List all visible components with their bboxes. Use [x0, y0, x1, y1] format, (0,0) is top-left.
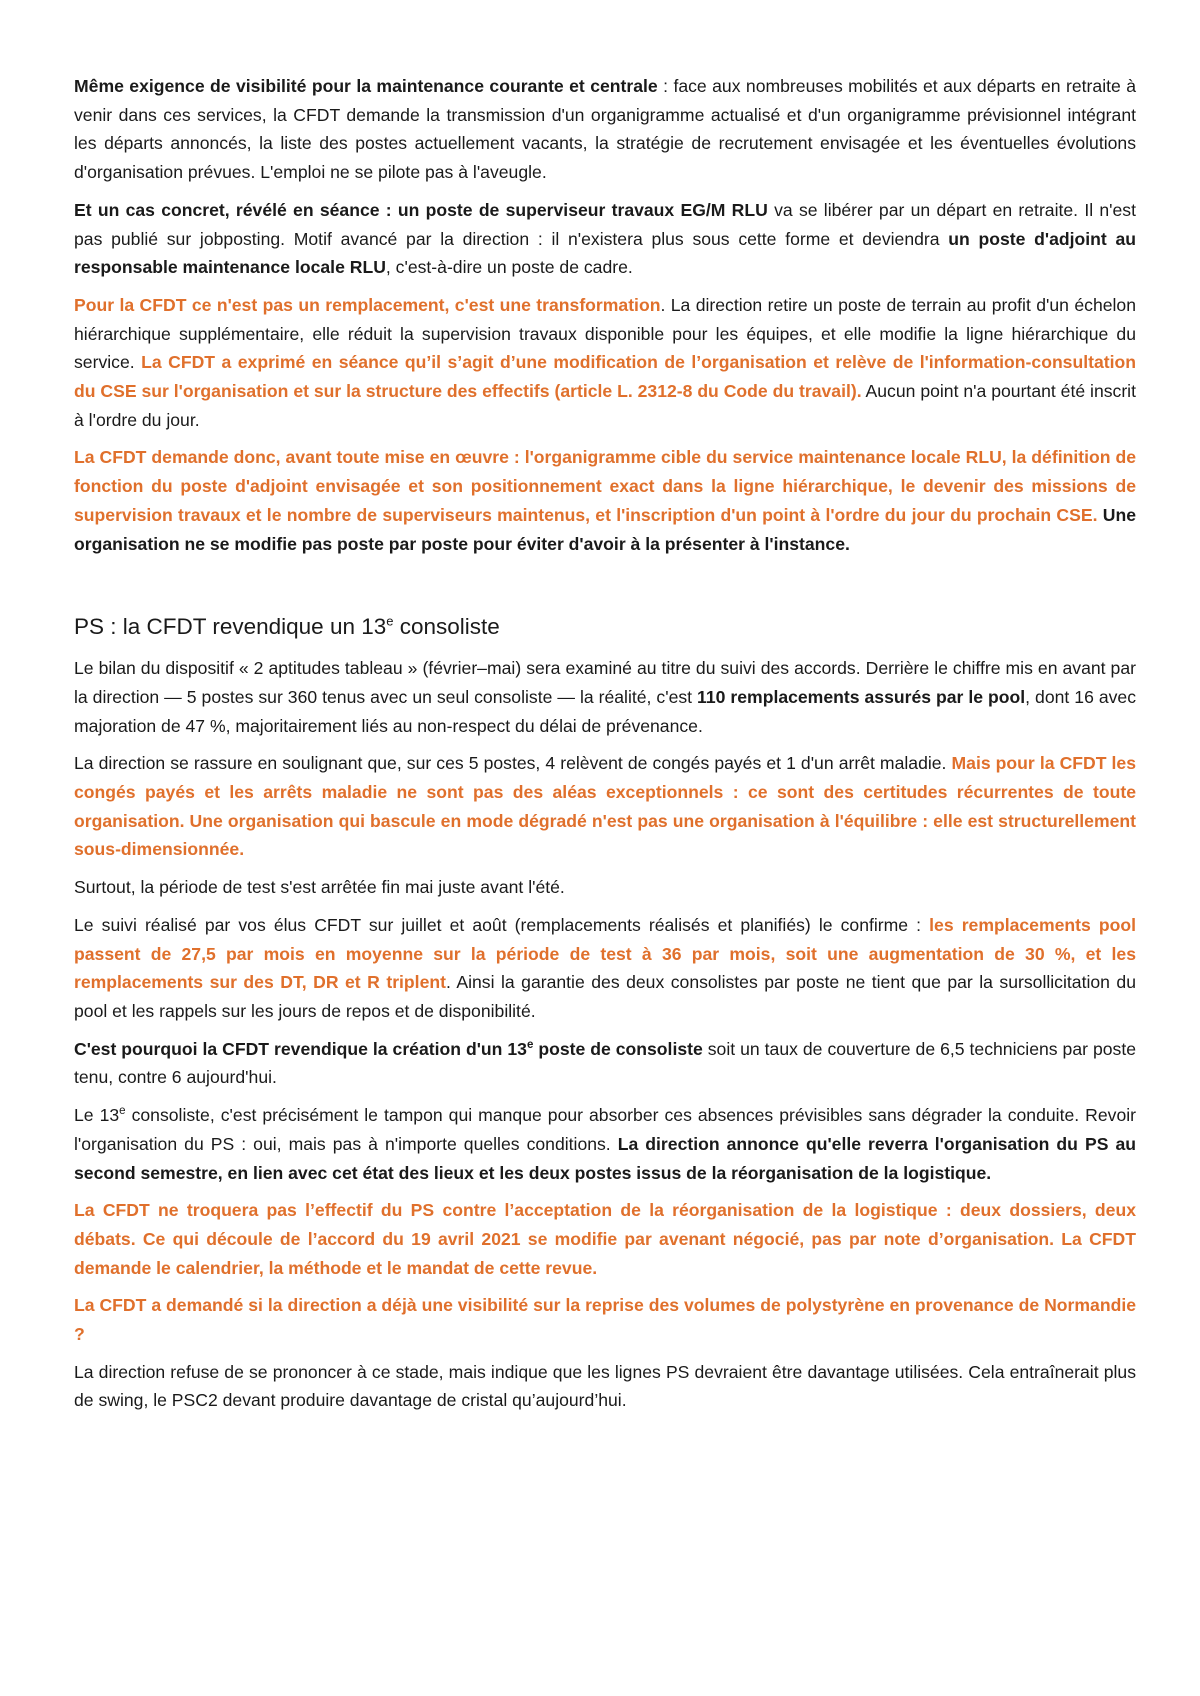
text-segment: Et un cas concret, révélé en séance : un poste de superviseur travaux EG/M RLU	[74, 199, 768, 220]
paragraph	[74, 1196, 1136, 1282]
text-segment: Une organisation ne se modifie pas poste par poste pour éviter d'avoir à la présenter à l'instance.	[74, 504, 1136, 554]
paragraph	[74, 873, 1136, 902]
paragraph	[74, 1358, 1136, 1415]
superscript: e	[119, 1105, 126, 1118]
text-segment: Le bilan du dispositif « 2 aptitudes tableau » (février–mai) sera examiné au titre du suivi des accords. Derrière le chiffre mis en avant par la direction — 5 postes sur 360 tenus avec un seul consoliste — la réalité, c'est	[74, 658, 1136, 707]
text-segment: Mais pour la CFDT les congés payés et les arrêts maladie ne sont pas des aléas exceptionnels : ce sont des certitudes récurrentes de toute organisation. Une organisation qui bascule en mode dégradé n'est pas une organisation à l'équilibre : elle est structurellement sous-dimensionnée.	[74, 753, 1136, 860]
text-segment: La CFDT demande donc, avant toute mise en œuvre : l'organigramme cible du service maintenance locale RLU, la définition de fonction du poste d'adjoint envisagée et son positionnement exact dans la ligne hiérarchique, le devenir des missions de supervision travaux et le nombre de superviseurs maintenus, et l'inscription d'un point à l'ordre du jour du prochain CSE.	[74, 447, 1136, 525]
text-segment: La CFDT a exprimé en séance qu’il s’agit d’une modification de l’organisation et relève de l'information-consultation du CSE sur l'organisation et sur la structure des effectifs (article L. 2312-8 du Code du travail).	[74, 352, 1136, 402]
heading-text: PS : la CFDT revendique un 13	[74, 614, 387, 640]
paragraph	[74, 1035, 1136, 1092]
text-segment: La CFDT a demandé si la direction a déjà une visibilité sur la reprise des volumes de polystyrène en provenance de Normandie ?	[74, 1295, 1136, 1345]
section-heading	[74, 612, 1136, 642]
text-segment: C'est pourquoi la CFDT revendique la création d'un 13	[74, 1038, 527, 1059]
text-segment: . Ainsi la garantie des deux consolistes par poste ne tient que par la sursollicitation du pool et les rappels sur les jours de repos et de disponibilité.	[74, 972, 1136, 1021]
paragraph	[74, 443, 1136, 558]
paragraph	[74, 749, 1136, 864]
text-segment: 110 remplacements assurés par le pool	[697, 686, 1026, 707]
paragraph	[74, 654, 1136, 740]
text-segment: La direction refuse de se prononcer à ce stade, mais indique que les lignes PS devraient être davantage utilisées. Cela entraînerait plus de swing, le PSC2 devant produire davantage de cristal qu’aujourd’hui.	[74, 1361, 1136, 1411]
text-segment: Surtout, la période de test s'est arrêtée fin mai juste avant l'été.	[74, 877, 565, 898]
text-segment: Le suivi réalisé par vos élus CFDT sur juillet et août (remplacements réalisés et planifiés) le confirme :	[74, 914, 930, 935]
text-segment: La direction annonce qu'elle reverra l'organisation du PS au second semestre, en lien avec cet état des lieux et les deux postes issus de la réorganisation de la logistique.	[74, 1133, 1136, 1183]
text-segment: les remplacements pool passent de 27,5 par mois en moyenne sur la période de test à 36 par mois, soit une augmentation de 30 %, et les remplacements sur des DT, DR et R triplent	[74, 914, 1137, 993]
text-segment: , dont 16 avec majoration de 47 %, majoritairement liés au non-respect du délai de prévenance.	[74, 686, 1137, 736]
heading-text-end: consoliste	[393, 614, 500, 640]
top-section	[74, 72, 1136, 558]
text-segment: Aucun point n'a pourtant été inscrit à l'ordre du jour.	[74, 381, 1136, 430]
text-segment: : face aux nombreuses mobilités et aux départs en retraite à venir dans ces services, la CFDT demande la transmission d'un organigramme actualisé et d'un organigramme prévisionnel intégrant les départs annoncés, la liste des postes actuellement vacants, la stratégie de recrutement envisagée et les éventuelles évolutions d'organisation prévues. L'emploi ne se pilote pas à l'aveugle.	[74, 76, 1136, 183]
paragraph	[74, 72, 1136, 187]
text-segment: Le 13	[74, 1105, 120, 1126]
text-segment: La direction se rassure en soulignant que, sur ces 5 postes, 4 relèvent de congés payés et 1 d'un arrêt maladie.	[74, 753, 952, 774]
bottom-section	[74, 654, 1136, 1415]
text-segment: soit un taux de couverture de 6,5 techniciens par poste tenu, contre 6 aujourd'hui.	[74, 1038, 1136, 1088]
text-segment: Même exigence de visibilité pour la maintenance courante et centrale	[74, 76, 658, 96]
text-segment: Pour la CFDT ce n'est pas un remplacement, c'est une transformation	[74, 294, 661, 315]
paragraph	[74, 196, 1136, 282]
paragraph	[74, 1101, 1136, 1187]
text-segment: . La direction retire un poste de terrain au profit d'un échelon hiérarchique supplémentaire, elle réduit la supervision travaux disponible pour les équipes, et elle modifie la ligne hiérarchique du service.	[74, 294, 1136, 373]
heading-superscript: e	[386, 613, 394, 629]
document-page	[74, 72, 1136, 1424]
paragraph	[74, 291, 1136, 435]
text-segment: consoliste, c'est précisément le tampon qui manque pour absorber ces absences prévisibles sans dégrader la conduite. Revoir l'organisation du PS : oui, mais pas à n'importe quelles conditions.	[74, 1105, 1136, 1154]
text-segment: La CFDT ne troquera pas l’effectif du PS contre l’acceptation de la réorganisation de la logistique : deux dossiers, deux débats. Ce qui découle de l’accord du 19 avril 2021 se modifie par avenant négocié, pas par note d’organisation. La CFDT demande le calendrier, la méthode et le mandat de cette revue.	[74, 1200, 1136, 1278]
paragraph	[74, 911, 1136, 1026]
paragraph	[74, 1291, 1136, 1348]
text-segment: poste de consoliste	[533, 1038, 703, 1059]
text-segment: , c'est-à-dire un poste de cadre.	[385, 257, 633, 278]
text-segment: va se libérer par un départ en retraite. Il n'est pas publié sur jobposting. Motif avancé par la direction : il n'existera plus sous cette forme et deviendra	[74, 199, 1136, 249]
superscript: e	[526, 1038, 534, 1051]
text-segment: un poste d'adjoint au responsable maintenance locale RLU	[74, 228, 1136, 278]
